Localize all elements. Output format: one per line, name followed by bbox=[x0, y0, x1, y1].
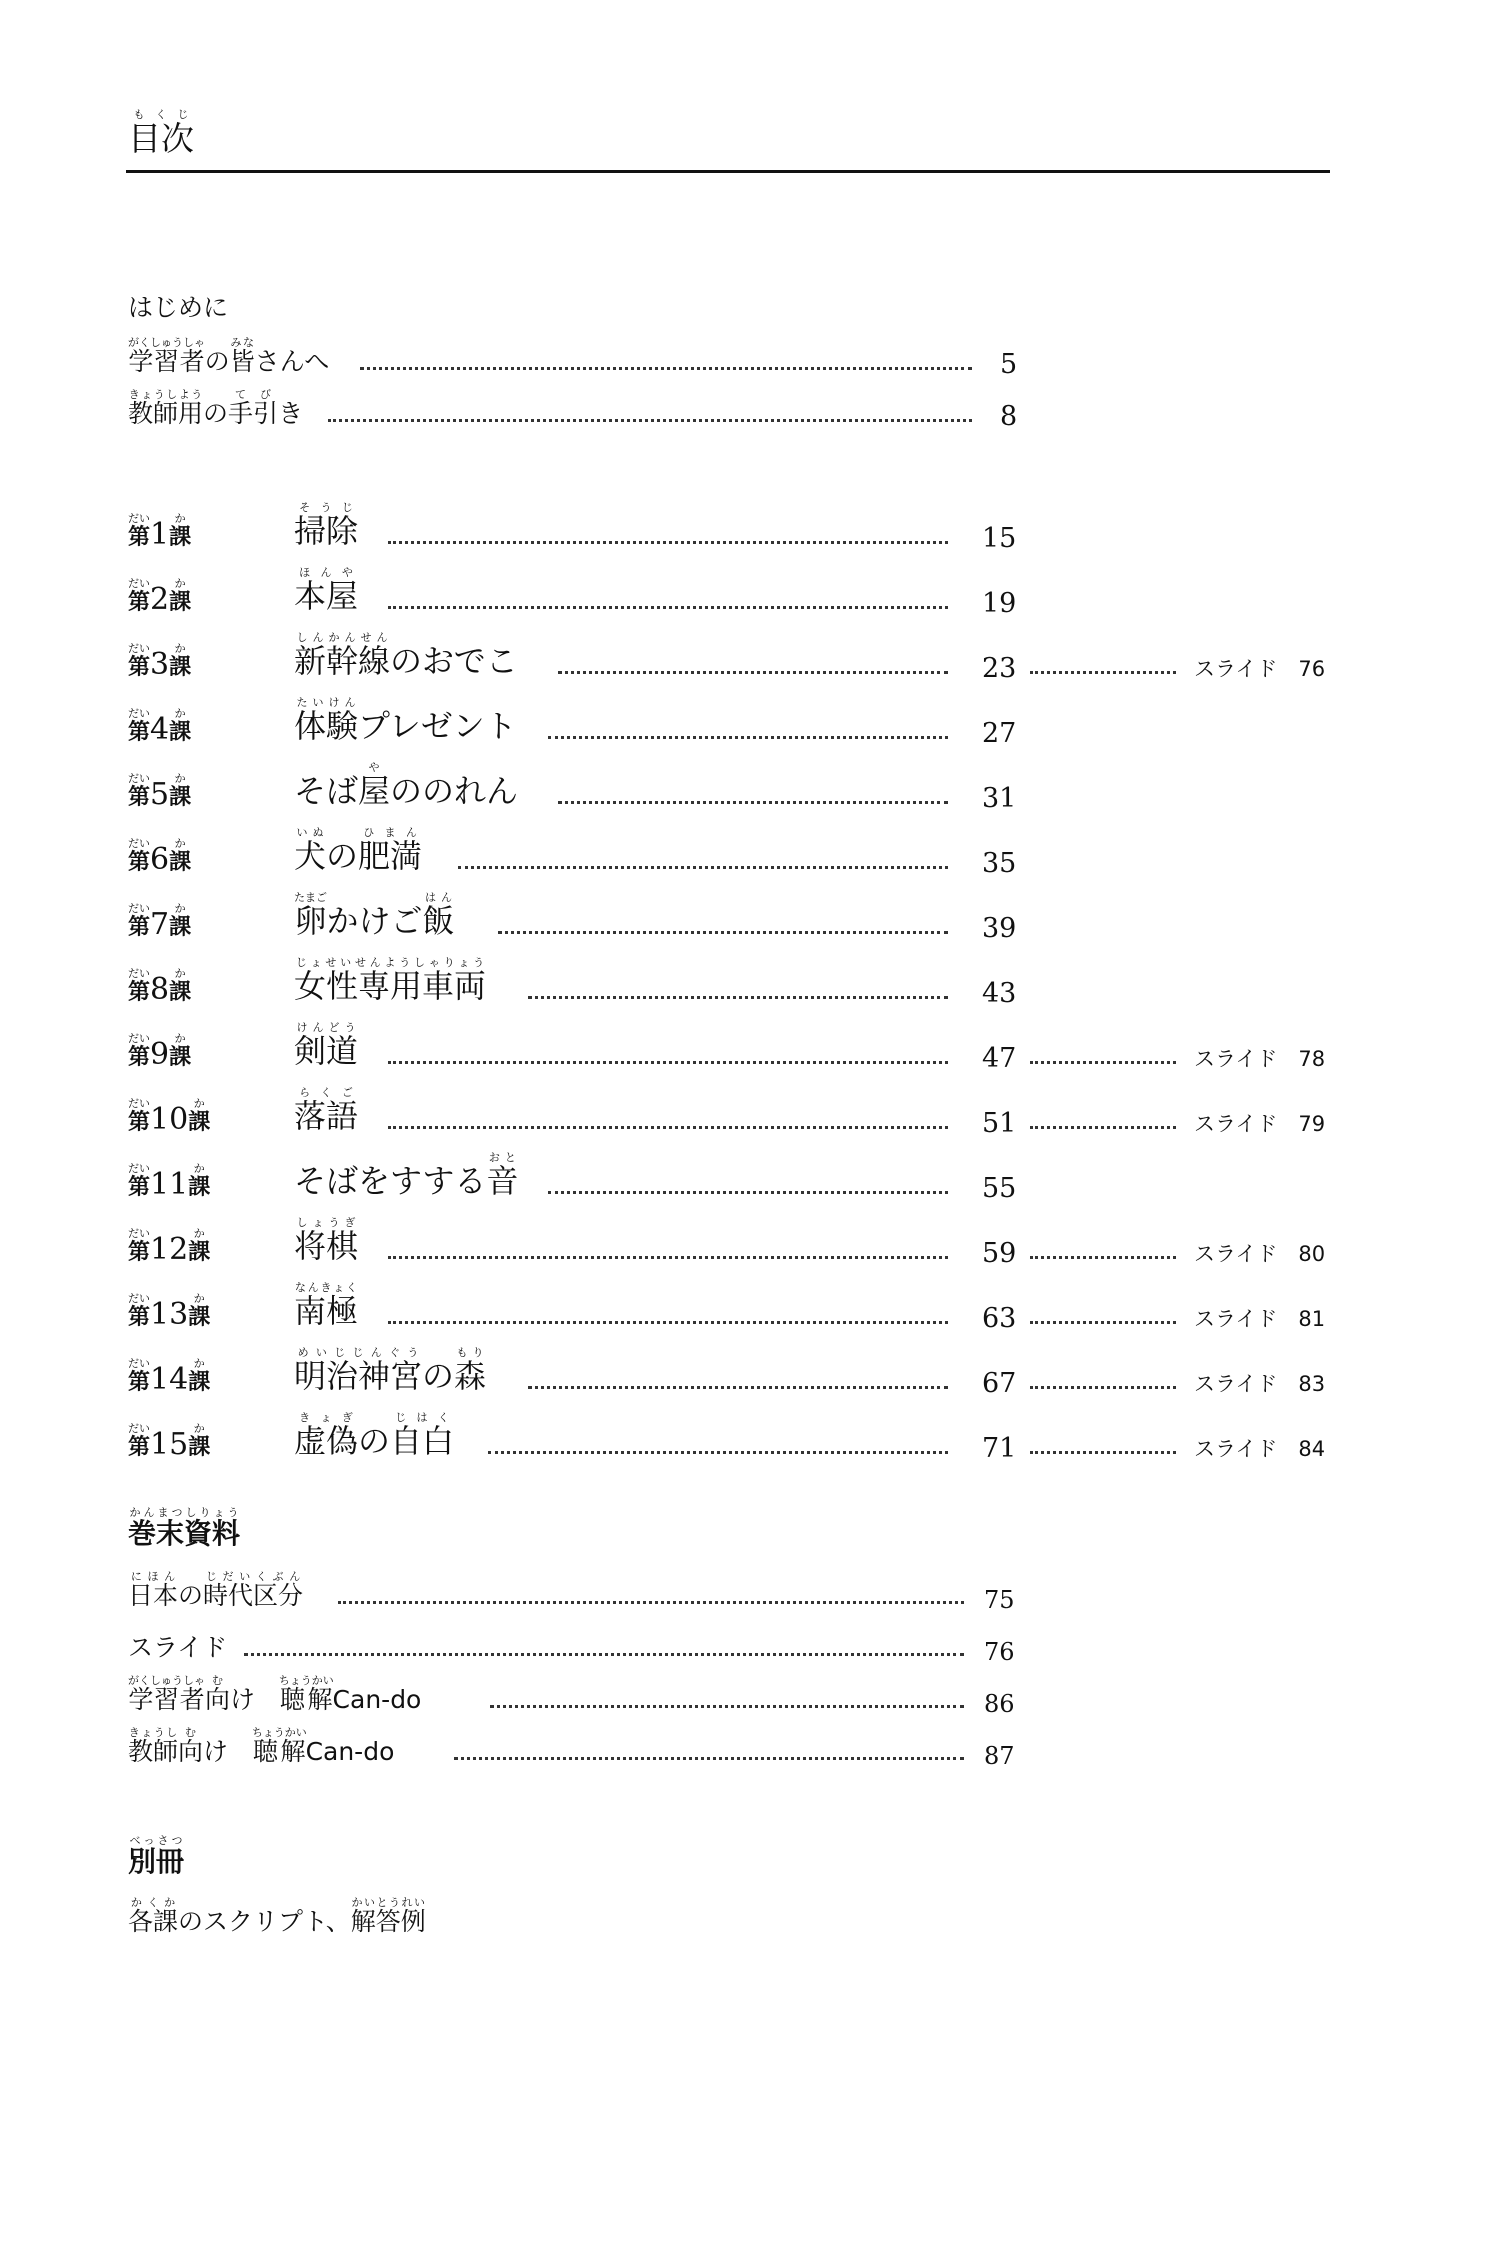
lesson-title: 将棋しょうぎ bbox=[294, 1216, 359, 1265]
dot-leader bbox=[388, 1321, 948, 1324]
lesson-entry[interactable] bbox=[128, 1411, 1348, 1468]
lesson-number: 第だい 9課か bbox=[128, 1032, 192, 1072]
page-number: 15 bbox=[982, 523, 1017, 554]
page-number: 55 bbox=[982, 1173, 1017, 1204]
lesson-entry[interactable] bbox=[128, 1216, 1348, 1273]
lesson-title: 卵たまごかけご飯はん bbox=[294, 891, 455, 940]
dot-leader bbox=[558, 671, 948, 674]
lesson-title: 落語らくご bbox=[294, 1086, 359, 1135]
lesson-title: そばをすする音おと bbox=[294, 1151, 519, 1200]
lesson-number: 第だい 3課か bbox=[128, 642, 192, 682]
page-number: 76 bbox=[984, 1638, 1015, 1666]
lesson-title: 体験たいけんプレゼント bbox=[294, 696, 517, 745]
page-title: 目次もくじ bbox=[128, 108, 194, 158]
lesson-title: 明治神宮めいじじんぐうの森もり bbox=[294, 1346, 487, 1395]
page-number: 39 bbox=[982, 913, 1017, 944]
lesson-entry[interactable] bbox=[128, 761, 1348, 818]
dot-leader bbox=[338, 1601, 964, 1604]
dot-leader bbox=[388, 606, 948, 609]
page-number: 27 bbox=[982, 718, 1017, 749]
slide-dot-leader bbox=[1030, 1126, 1176, 1129]
lesson-title: 女性専用車両じょせいせんようしゃりょう bbox=[294, 956, 487, 1005]
lesson-entry[interactable] bbox=[128, 501, 1348, 558]
lesson-title: 剣道けんどう bbox=[294, 1021, 359, 1070]
page-number: 19 bbox=[982, 588, 1017, 619]
lesson-entry[interactable] bbox=[128, 826, 1348, 883]
dot-leader bbox=[528, 996, 948, 999]
lesson-number: 第だい 5課か bbox=[128, 772, 192, 812]
lesson-number: 第だい 8課か bbox=[128, 967, 192, 1007]
lesson-title: 掃除そうじ bbox=[294, 501, 359, 550]
appendix-entry-label: 日本にほんの時代区分じだいくぶん bbox=[128, 1570, 304, 1610]
page-number: 5 bbox=[1000, 349, 1018, 380]
slide-reference: スライド 79 bbox=[1194, 1112, 1326, 1136]
separate-volume-contents: 各課かくかのスクリプト、解答例かいとうれい bbox=[128, 1896, 426, 1936]
intro-heading: はじめに bbox=[128, 293, 229, 322]
dot-leader bbox=[488, 1451, 948, 1454]
lesson-title: 南極なんきょく bbox=[294, 1281, 359, 1330]
toc-entry[interactable] bbox=[128, 386, 1028, 436]
page-number: 51 bbox=[982, 1108, 1017, 1139]
lesson-entry[interactable] bbox=[128, 891, 1348, 948]
lesson-number: 第だい 13課か bbox=[128, 1292, 211, 1332]
page-number: 75 bbox=[984, 1586, 1015, 1614]
title-rule bbox=[126, 170, 1330, 173]
page-number: 23 bbox=[982, 653, 1017, 684]
slide-reference: スライド 84 bbox=[1194, 1437, 1326, 1461]
dot-leader bbox=[558, 801, 948, 804]
lesson-number: 第だい 14課か bbox=[128, 1357, 211, 1397]
lesson-title: 新幹線しんかんせんのおでこ bbox=[294, 631, 518, 680]
lesson-number: 第だい 12課か bbox=[128, 1227, 211, 1267]
page-number: 47 bbox=[982, 1043, 1017, 1074]
slide-reference: スライド 78 bbox=[1194, 1047, 1326, 1071]
toc-entry[interactable] bbox=[128, 334, 1028, 384]
slide-reference: スライド 83 bbox=[1194, 1372, 1326, 1396]
slide-dot-leader bbox=[1030, 1321, 1176, 1324]
lesson-title: 本屋ほんや bbox=[294, 566, 359, 615]
lesson-number: 第だい 4課か bbox=[128, 707, 192, 747]
lesson-number: 第だい 15課か bbox=[128, 1422, 211, 1462]
page-number: 35 bbox=[982, 848, 1017, 879]
lesson-entry[interactable] bbox=[128, 1281, 1348, 1338]
dot-leader bbox=[548, 736, 948, 739]
page-number: 8 bbox=[1000, 401, 1018, 432]
page-number: 63 bbox=[982, 1303, 1017, 1334]
slide-reference: スライド 80 bbox=[1194, 1242, 1326, 1266]
dot-leader bbox=[490, 1705, 964, 1708]
lesson-entry[interactable] bbox=[128, 1151, 1348, 1208]
lesson-number: 第だい 6課か bbox=[128, 837, 192, 877]
appendix-entry[interactable] bbox=[128, 1620, 1048, 1670]
dot-leader bbox=[454, 1757, 964, 1760]
lesson-title: 虚偽きょぎの自白じはく bbox=[294, 1411, 455, 1460]
dot-leader bbox=[244, 1653, 964, 1656]
dot-leader bbox=[388, 1061, 948, 1064]
appendix-entry[interactable] bbox=[128, 1672, 1048, 1722]
page-number: 87 bbox=[984, 1742, 1015, 1770]
slide-dot-leader bbox=[1030, 1386, 1176, 1389]
slide-dot-leader bbox=[1030, 671, 1176, 674]
slide-reference: スライド 81 bbox=[1194, 1307, 1326, 1331]
lesson-number: 第だい 10課か bbox=[128, 1097, 211, 1137]
slide-reference: スライド 76 bbox=[1194, 657, 1326, 681]
appendix-entry[interactable] bbox=[128, 1724, 1048, 1774]
dot-leader bbox=[458, 866, 948, 869]
appendix-entry[interactable] bbox=[128, 1568, 1048, 1618]
dot-leader bbox=[328, 419, 972, 422]
page-number: 86 bbox=[984, 1690, 1015, 1718]
dot-leader bbox=[548, 1191, 948, 1194]
lesson-title: 犬いぬの肥満ひまん bbox=[294, 826, 423, 875]
dot-leader bbox=[528, 1386, 948, 1389]
lesson-number: 第だい 1課か bbox=[128, 512, 192, 552]
lesson-entry[interactable] bbox=[128, 566, 1348, 623]
dot-leader bbox=[360, 367, 972, 370]
appendix-entry-label: スライド bbox=[128, 1633, 228, 1662]
lesson-number: 第だい 11課か bbox=[128, 1162, 211, 1202]
lesson-number: 第だい 2課か bbox=[128, 577, 192, 617]
dot-leader bbox=[498, 931, 948, 934]
lesson-number: 第だい 7課か bbox=[128, 902, 192, 942]
dot-leader bbox=[388, 541, 948, 544]
dot-leader bbox=[388, 1256, 948, 1259]
lesson-entry[interactable] bbox=[128, 1021, 1348, 1078]
page-number: 31 bbox=[982, 783, 1017, 814]
lesson-entry[interactable] bbox=[128, 1346, 1348, 1403]
slide-dot-leader bbox=[1030, 1061, 1176, 1064]
page-number: 67 bbox=[982, 1368, 1017, 1399]
lesson-entry[interactable] bbox=[128, 1086, 1348, 1143]
appendix-entry-label: 教師きょうし向むけ 聴解ちょうかいCan-do bbox=[128, 1726, 395, 1766]
page-number: 59 bbox=[982, 1238, 1017, 1269]
separate-volume-heading: 別冊べっさつ bbox=[128, 1834, 185, 1878]
appendix-entry-label: 学習者がくしゅうしゃ向むけ 聴解ちょうかいCan-do bbox=[128, 1674, 422, 1714]
lesson-entry[interactable] bbox=[128, 696, 1348, 753]
page-number: 43 bbox=[982, 978, 1017, 1009]
page-number: 71 bbox=[982, 1433, 1017, 1464]
dot-leader bbox=[388, 1126, 948, 1129]
appendix-heading: 巻末資料かんまつしりょう bbox=[128, 1506, 241, 1550]
slide-dot-leader bbox=[1030, 1451, 1176, 1454]
lesson-title: そば屋やののれん bbox=[294, 761, 519, 810]
toc-entry-label: 学習者がくしゅうしゃの皆みなさんへ bbox=[128, 336, 330, 376]
lesson-entry[interactable] bbox=[128, 631, 1348, 688]
slide-dot-leader bbox=[1030, 1256, 1176, 1259]
lesson-entry[interactable] bbox=[128, 956, 1348, 1013]
toc-entry-label: 教師用きょうしようの手て引びき bbox=[128, 388, 304, 428]
